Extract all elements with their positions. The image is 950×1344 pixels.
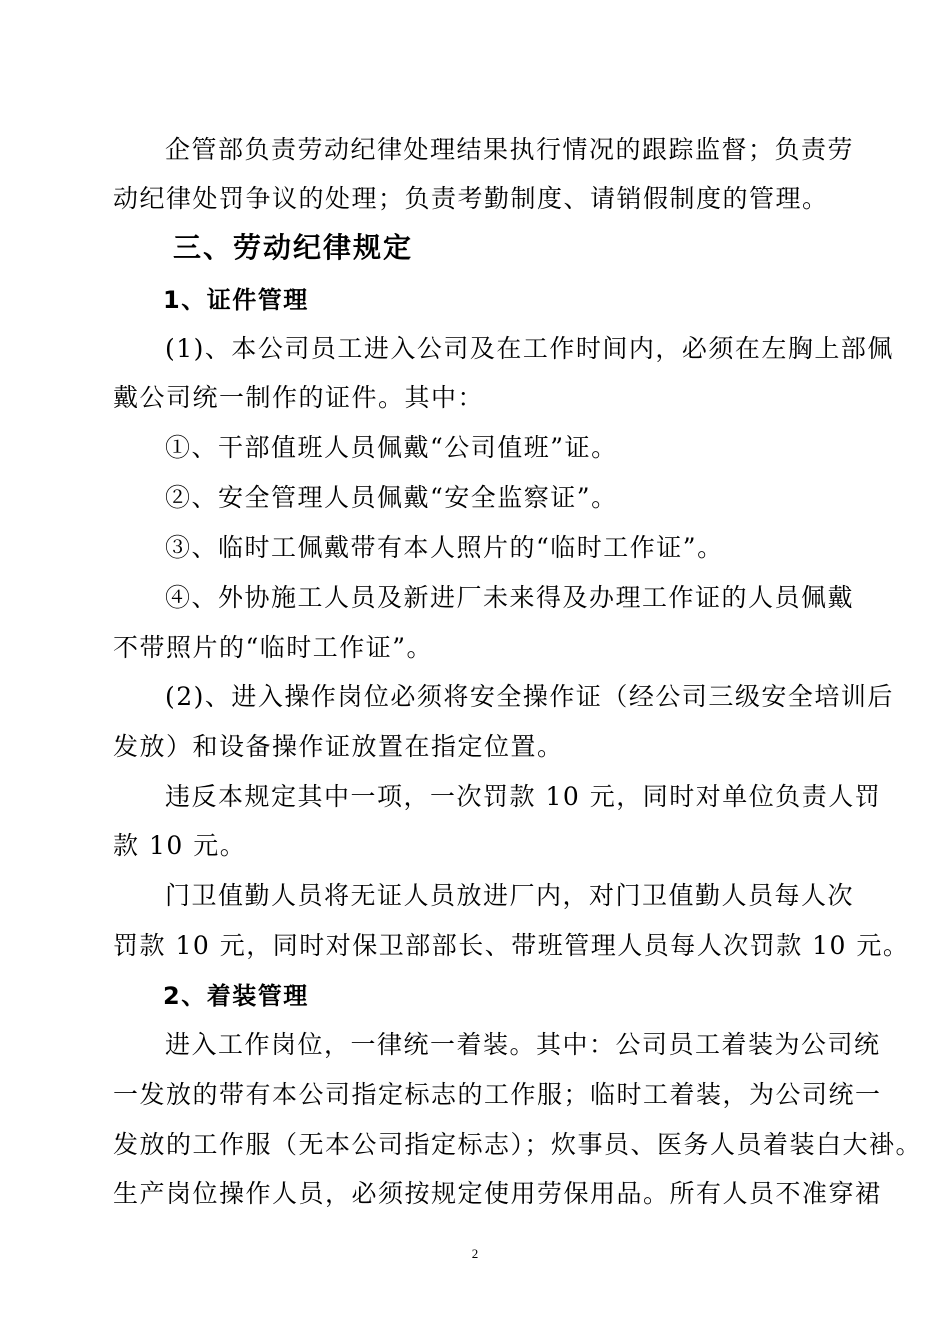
paragraph-line: 发放）和设备操作证放置在指定位置。: [113, 732, 564, 761]
section-heading: 三、劳动纪律规定: [173, 231, 414, 264]
paragraph-line: 罚款 10 元，同时对保卫部部长、带班管理人员每人次罚款 10 元。: [113, 931, 910, 960]
paragraph-line: 不带照片的“临时工作证”。: [113, 633, 434, 662]
paragraph-line: (1)、本公司员工进入公司及在工作时间内，必须在左胸上部佩: [165, 334, 894, 363]
paragraph-line: 动纪律处罚争议的处理；负责考勤制度、请销假制度的管理。: [113, 184, 829, 213]
list-item: ④、外协施工人员及新进厂未来得及办理工作证的人员佩戴: [165, 583, 855, 612]
subheading-certificate-management: 1、证件管理: [163, 286, 309, 314]
subheading-dress-management: 2、着装管理: [163, 982, 309, 1010]
list-item: ③、临时工佩戴带有本人照片的“临时工作证”。: [165, 533, 724, 562]
list-item: ①、干部值班人员佩戴“公司值班”证。: [165, 433, 618, 462]
paragraph-line: 进入工作岗位，一律统一着装。其中：公司员工着装为公司统: [165, 1030, 881, 1059]
paragraph-line: 发放的工作服（无本公司指定标志）；炊事员、医务人员着装白大褂。: [113, 1130, 923, 1159]
paragraph-line: 款 10 元。: [113, 831, 247, 860]
page-number: 2: [471, 1246, 479, 1261]
paragraph-line: 一发放的带有本公司指定标志的工作服；临时工着装，为公司统一: [113, 1080, 882, 1109]
paragraph-line: 门卫值勤人员将无证人员放进厂内，对门卫值勤人员每人次: [165, 881, 855, 910]
list-item: ②、安全管理人员佩戴“安全监察证”。: [165, 483, 618, 512]
paragraph-line: 生产岗位操作人员，必须按规定使用劳保用品。所有人员不准穿裙: [113, 1179, 882, 1208]
paragraph-line: (2)、进入操作岗位必须将安全操作证（经公司三级安全培训后: [165, 682, 894, 711]
paragraph-line: 戴公司统一制作的证件。其中：: [113, 383, 485, 412]
paragraph-line: 企管部负责劳动纪律处理结果执行情况的跟踪监督；负责劳: [165, 135, 855, 164]
paragraph-line: 违反本规定其中一项，一次罚款 10 元，同时对单位负责人罚: [165, 782, 882, 811]
